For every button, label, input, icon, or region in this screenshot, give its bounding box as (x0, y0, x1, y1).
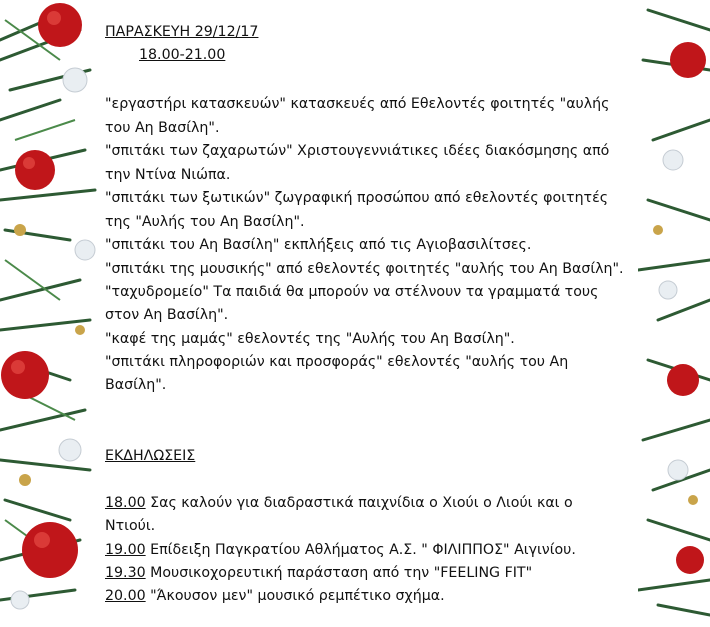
activity-6-line-1: "ταχυδρομείο" Τα παιδιά θα μπορούν να στέλνουν τα γραμματά τους (105, 284, 599, 300)
event-row-1 (105, 492, 573, 514)
event-date: ΠΑΡΑΣΚΕΥΗ 29/12/17 (105, 24, 259, 40)
activity-3-line-1: "σπιτάκι των ξωτικών" ζωγραφική προσώπου από εθελοντές φοιτητές (105, 190, 609, 206)
event-row-3 (105, 562, 532, 584)
event-time-range: 18.00-21.00 (139, 47, 226, 63)
event-1-text: Σας καλούν για διαδραστικά παιχνίδια ο Χιούι ο Λιούι και ο (145, 495, 573, 511)
event-1-text-line-2: Ντιούι. (105, 518, 156, 534)
activity-4-line-1: "σπιτάκι του Αη Βασίλη" εκπλήξεις από τις Αγιοβασιλίτσες. (105, 237, 532, 253)
activity-8-line-2: Βασίλη". (105, 377, 167, 393)
event-3-time: 19.30 (105, 565, 146, 581)
activity-1-line-2: του Αη Βασίλη". (105, 120, 220, 136)
event-row-2 (105, 539, 576, 561)
event-2-text: Επίδειξη Παγκρατίου Αθλήματος Α.Σ. " ΦΙΛΙΠΠΟΣ" Αιγινίου. (145, 542, 576, 558)
activity-3-line-2: της "Αυλής του Αη Βασίλη". (105, 214, 305, 230)
activity-1-line-1: "εργαστήρι κατασκευών" κατασκευές από Εθελοντές φοιτητές "αυλής (105, 96, 610, 112)
event-4-text: "Άκουσον μεν" μουσικό ρεμπέτικο σχήμα. (145, 588, 445, 604)
activity-5-line-1: "σπιτάκι της μουσικής" από εθελοντές φοιτητές "αυλής του Αη Βασίλη". (105, 261, 624, 277)
event-program (105, 0, 665, 627)
events-heading: ΕΚΔΗΛΩΣΕΙΣ (105, 448, 196, 464)
left-border-illustration (0, 0, 110, 627)
event-2-time: 19.00 (105, 542, 146, 558)
event-3-text: Μουσικοχορευτική παράσταση από την "FEELING FIT" (145, 565, 533, 581)
activity-2-line-1: "σπιτάκι των ζαχαρωτών" Χριστουγεννιάτικες ιδέες διακόσμησης από (105, 143, 610, 159)
event-row-4 (105, 585, 445, 607)
event-1-time: 18.00 (105, 495, 146, 511)
event-4-time: 20.00 (105, 588, 146, 604)
activity-2-line-2: την Ντίνα Νιώπα. (105, 167, 231, 183)
activity-6-line-2: στον Αη Βασίλη". (105, 307, 229, 323)
left-christmas-border (0, 0, 110, 627)
activity-8-line-1: "σπιτάκι πληροφοριών και προσφοράς" εθελοντές "αυλής του Αη (105, 354, 569, 370)
activity-7-line-1: "καφέ της μαμάς" εθελοντές της "Αυλής του Αη Βασίλη". (105, 331, 515, 347)
